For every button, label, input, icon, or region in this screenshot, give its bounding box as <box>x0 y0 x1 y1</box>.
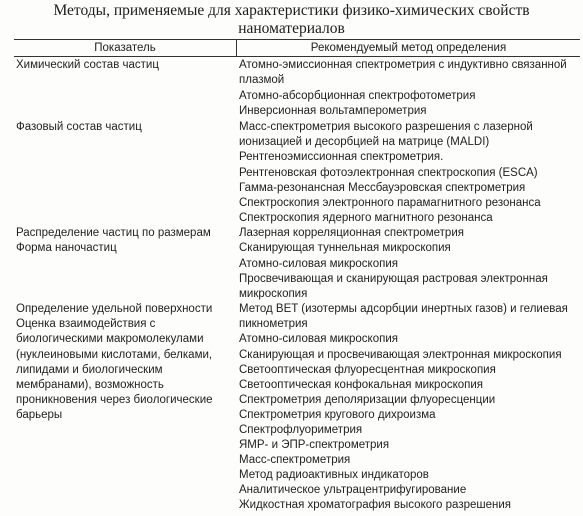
method-line: ЯМР- и ЭПР-спектрометрия <box>239 439 390 451</box>
indicator-line: (нуклеиновыми кислотами, белками, <box>16 349 213 361</box>
method-line: Атомно-силовая микроскопия <box>239 258 398 270</box>
method-line: Спектрофлуориметрия <box>239 424 363 436</box>
indicator-line: Определение удельной поверхности <box>16 303 213 315</box>
document-title-line-2: наноматериалов <box>238 20 345 37</box>
method-line: Спектроскопия ядерного магнитного резонанса <box>239 212 493 224</box>
method-line: Атомно-абсорбционная спектрофотометрия <box>239 90 476 102</box>
method-line: Светооптическая флуоресцентная микроскопия <box>239 364 496 376</box>
document-title-line-1: Методы, применяемые для характеристики физико-химических свойств <box>53 2 530 19</box>
method-line: Атомно-силовая микроскопия <box>239 333 398 345</box>
method-line: Масс-спектрометрия <box>239 454 351 466</box>
method-line: Спектрометрия кругового дихроизма <box>239 409 436 421</box>
method-line: Масс-спектрометрия высокого разрешения с лазерной <box>239 121 533 133</box>
method-line: микроскопия <box>239 288 308 300</box>
method-line: Спектрометрия деполяризации флуоресценции <box>239 394 496 406</box>
method-line: пикнометрия <box>239 318 308 330</box>
method-line: Атомно-эмиссионная спектрометрия с индуктивно связанной <box>239 59 567 71</box>
method-line: Гамма-резонансная Мессбауэровская спектрометрия <box>239 182 526 194</box>
method-line: Светооптическая конфокальная микроскопия <box>239 379 484 391</box>
indicator-line: Распределение частиц по размерам <box>16 227 211 239</box>
method-line: Метод радиоактивных индикаторов <box>239 469 429 481</box>
method-line: Просвечивающая и сканирующая растровая электронная <box>239 273 548 285</box>
header-method: Рекомендуемый метод определения <box>310 42 507 54</box>
method-line: Рентгеновская фотоэлектронная спектроскопия (ESCA) <box>239 167 538 179</box>
method-line: Спектроскопия электронного парамагнитного резонанса <box>239 197 541 209</box>
table-header-border <box>14 56 580 57</box>
indicator-line: барьеры <box>16 409 63 421</box>
indicator-line: липидами и биологическим <box>16 364 163 376</box>
indicator-line: биологическими макромолекулами <box>16 333 204 345</box>
method-line: Сканирующая туннельная микроскопия <box>239 242 451 254</box>
method-line: ионизацией и десорбцией на матрице (MALDI) <box>239 136 490 148</box>
method-line: Рентгеноэмиссионная спектрометрия. <box>239 151 444 163</box>
method-line: Жидкостная хроматография высокого разрешения <box>239 499 512 511</box>
method-line: Лазерная корреляционная спектрометрия <box>239 227 464 239</box>
method-line: Аналитическое ультрацентрифугирование <box>239 484 467 496</box>
indicator-line: Оценка взаимодействия с <box>16 318 156 330</box>
indicator-line: мембранами), возможность <box>16 379 164 391</box>
header-indicator: Показатель <box>94 42 156 54</box>
method-line: плазмой <box>239 74 285 86</box>
method-line: Сканирующая и просвечивающая электронная микроскопия <box>239 349 562 361</box>
indicator-line: проникновения через биологические <box>16 394 213 406</box>
method-line: Метод BET (изотермы адсорбции инертных газов) и гелиевая <box>239 303 568 315</box>
method-line: Инверсионная вольтамперометрия <box>239 105 427 117</box>
indicator-line: Химический состав частиц <box>16 59 159 71</box>
indicator-line: Фазовый состав частиц <box>16 121 142 133</box>
indicator-line: Форма наночастиц <box>16 242 117 254</box>
